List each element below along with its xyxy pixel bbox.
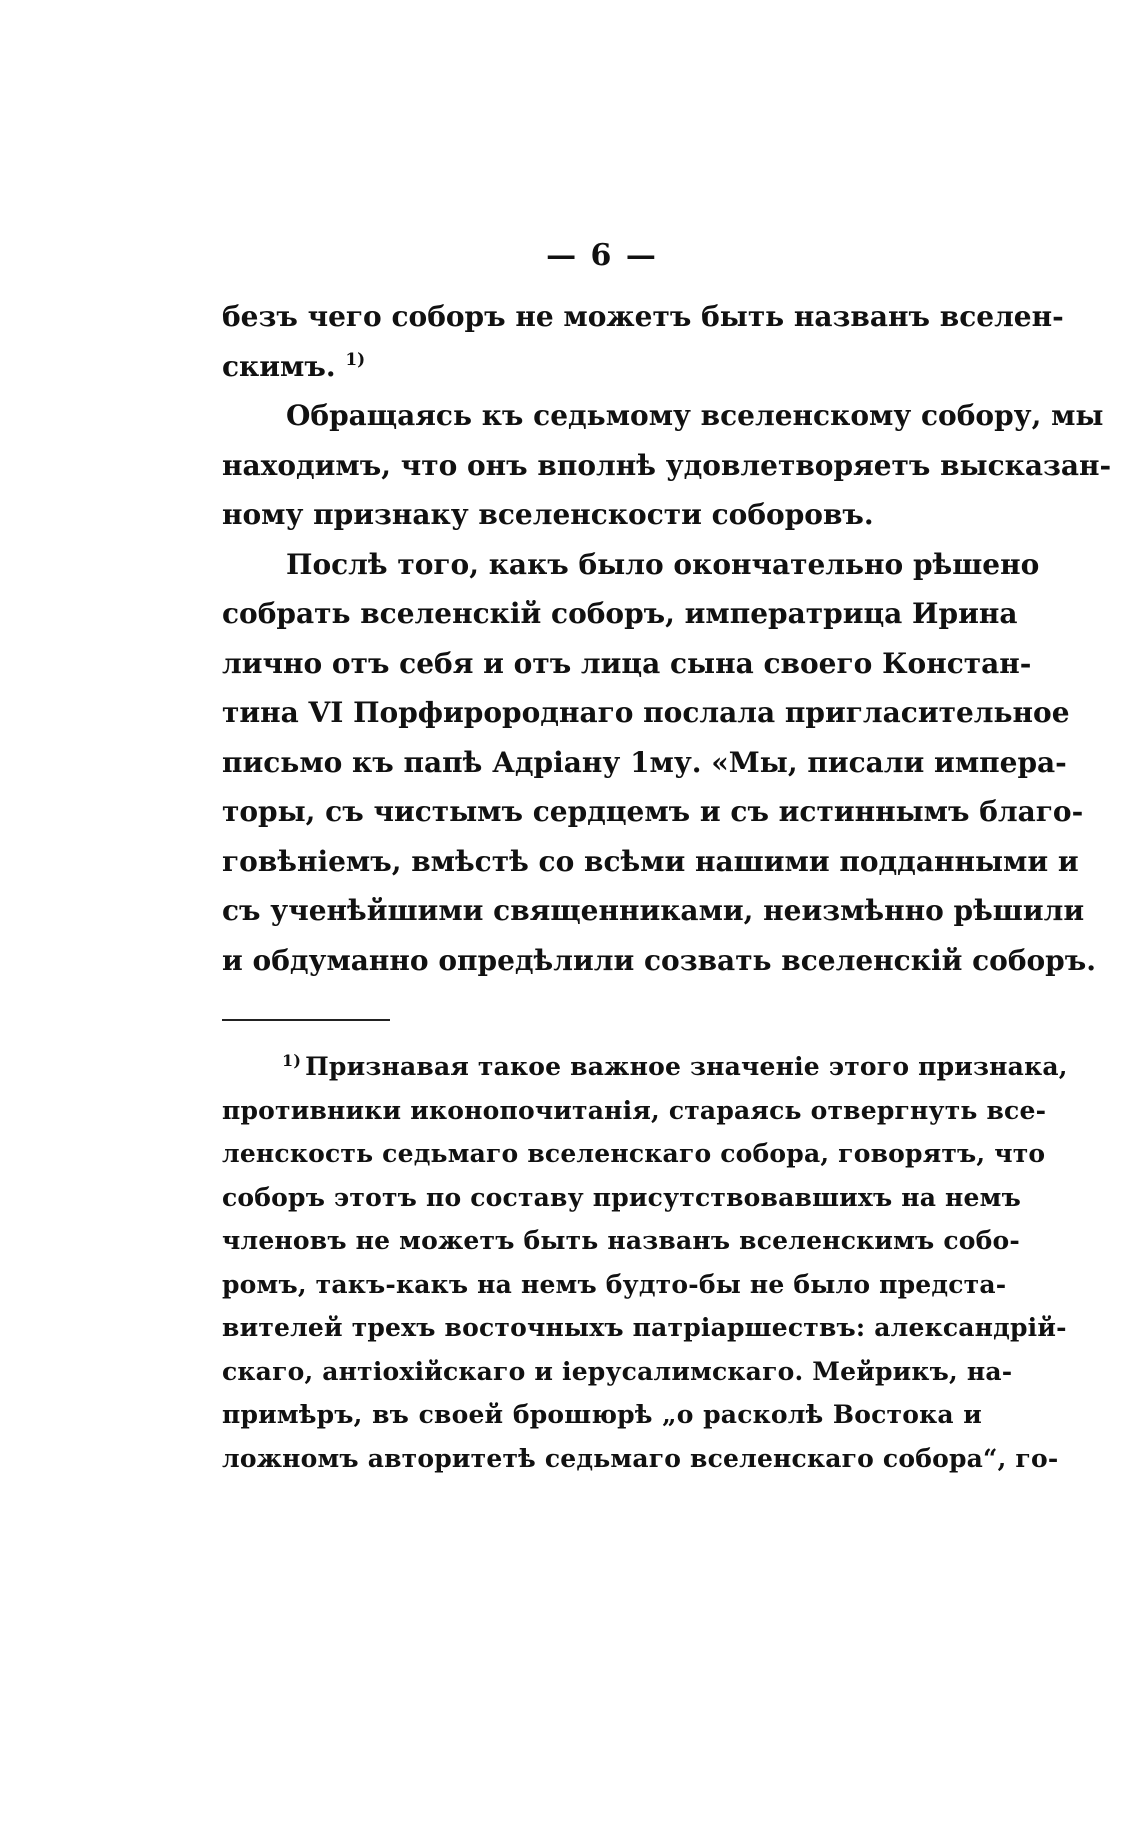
- footnote-reference: 1): [345, 350, 366, 371]
- paragraph: [222, 540, 1096, 986]
- paragraph: [222, 292, 1064, 391]
- footnote-line: соборъ этотъ по составу присутствовавшихъ на немъ: [222, 1182, 1021, 1212]
- text-line: ному признаку вселенскости соборовъ.: [222, 498, 874, 531]
- text-line: и обдуманно опредѣлили созвать вселенскiй соборъ.: [222, 943, 1096, 977]
- book-page: [222, 232, 1112, 1480]
- paragraph: [222, 391, 1112, 540]
- footnote-marker: 1): [282, 1050, 302, 1070]
- footnote-line: ложномъ авторитетѣ седьмаго вселенскаго собора“, го-: [222, 1443, 1059, 1473]
- text-line: лично отъ себя и отъ лица сына своего Констан-: [222, 646, 1032, 680]
- text-line: говѣнiемъ, вмѣстѣ со всѣми нашими подданными и: [222, 844, 1079, 878]
- footnote-line-content: Признавая такое важное значенiе этого признака,: [305, 1052, 1068, 1081]
- footnote-line: ленскость седьмаго вселенскаго собора, говорятъ, что: [222, 1139, 1046, 1168]
- main-text: [222, 292, 1112, 985]
- text-line: тина VI Порфиророднаго послала пригласительное: [222, 696, 1070, 729]
- page-number: — 6 —: [546, 238, 658, 273]
- text-line: съ ученѣйшими священниками, неизмѣнно рѣшили: [222, 894, 1085, 927]
- footnote-line: противники иконопочитанiя, стараясь отвергнуть все-: [222, 1095, 1047, 1125]
- footnote-line: [222, 1045, 1068, 1089]
- footnote-line: вителей трехъ восточныхъ патрiаршествъ: александрiй-: [222, 1313, 1067, 1342]
- text-line: письмо къ папѣ Адрiану 1му. «Мы, писали импера-: [222, 745, 1067, 779]
- text-line-content: скимъ.: [222, 349, 336, 383]
- text-line: торы, съ чистымъ сердцемъ и съ истиннымъ благо-: [222, 795, 1084, 828]
- text-line: Обращаясь къ седьмому вселенскому собору, мы: [286, 399, 1104, 432]
- footnote: [222, 1045, 1068, 1480]
- text-line: Послѣ того, какъ было окончательно рѣшено: [286, 547, 1040, 581]
- footnote-line: ромъ, такъ-какъ на немъ будто-бы не было предста-: [222, 1269, 1007, 1299]
- footnote-separator: [222, 1019, 390, 1021]
- text-line: безъ чего соборъ не можетъ быть названъ вселен-: [222, 300, 1064, 333]
- text-line: находимъ, что онъ вполнѣ удовлетворяетъ высказан-: [222, 448, 1112, 482]
- footnote-line: примѣръ, въ своей брошюрѣ „о расколѣ Востока и: [222, 1400, 982, 1429]
- footnote-line: скаго, антiохiйскаго и iерусалимскаго. Мейрикъ, на-: [222, 1356, 1013, 1386]
- text-line: собрать вселенскiй соборъ, императрица Ирина: [222, 597, 1018, 630]
- footnote-line: членовъ не можетъ быть названъ вселенскимъ собо-: [222, 1226, 1020, 1255]
- text-line: [222, 342, 982, 392]
